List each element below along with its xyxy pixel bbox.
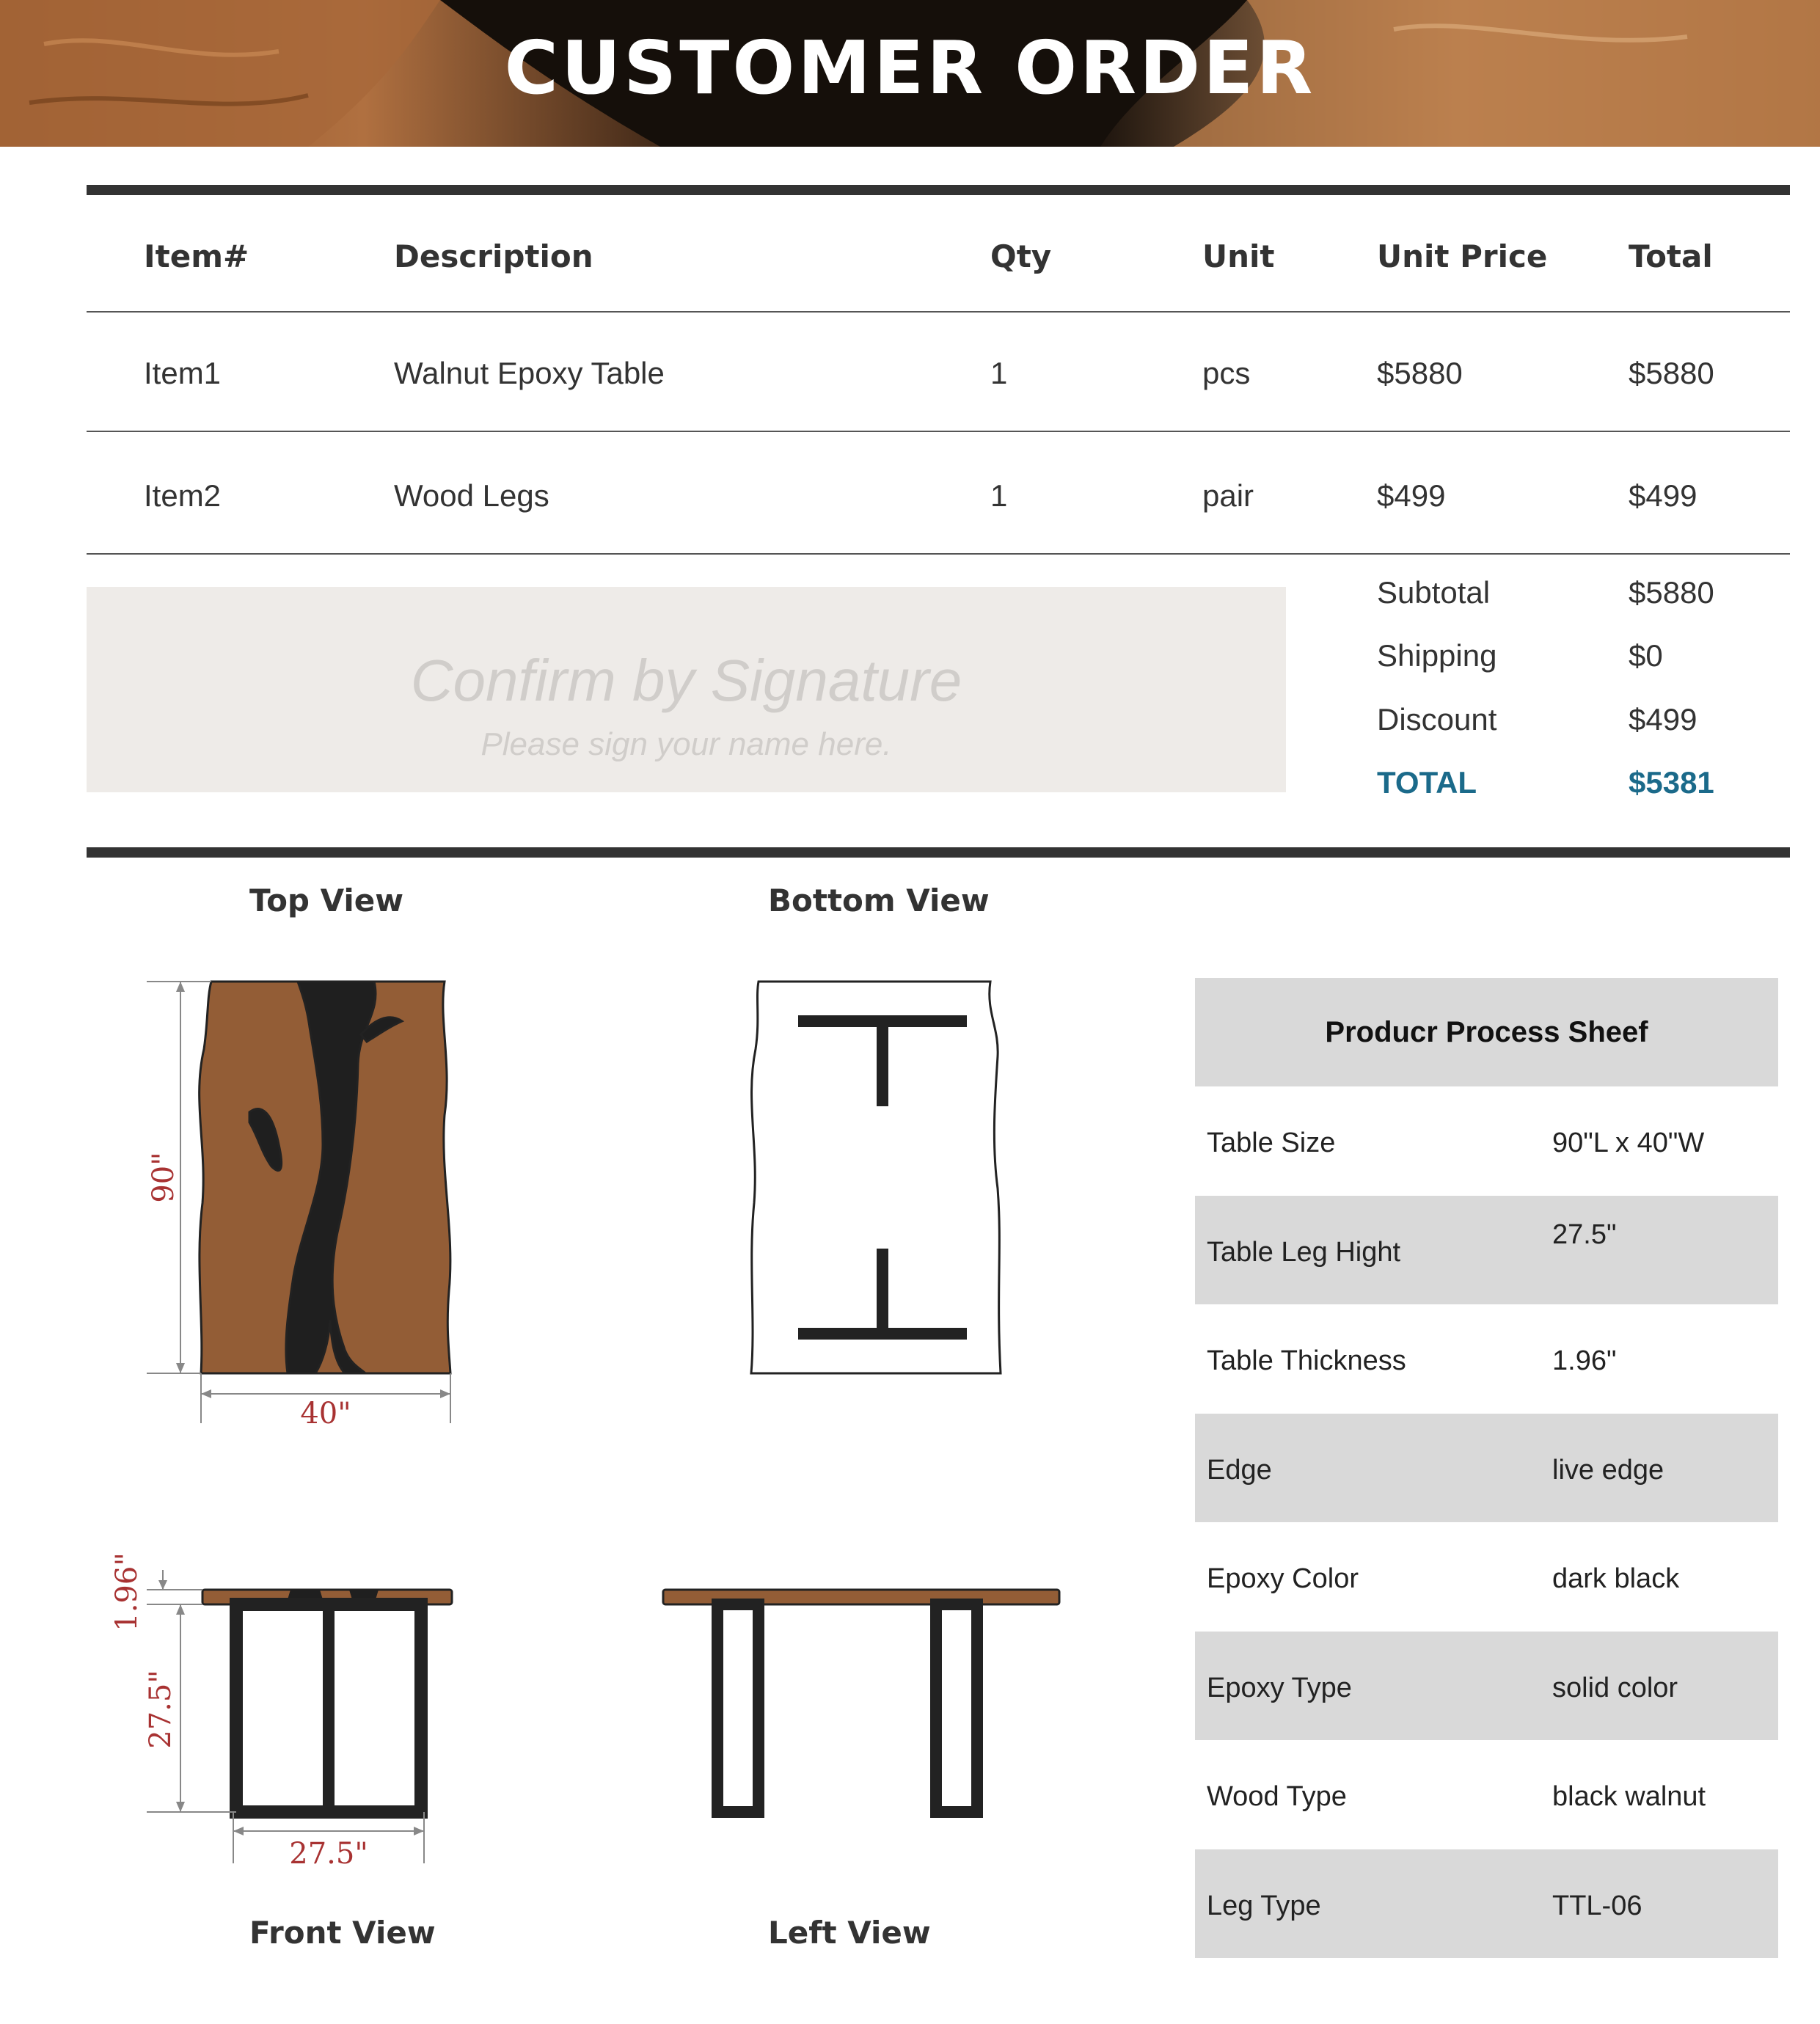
- shipping-value: $0: [1629, 638, 1663, 673]
- spec-row: [1195, 1632, 1778, 1740]
- cell-unit-price: $5880: [1377, 356, 1463, 390]
- spec-label: Table Size: [1207, 1128, 1336, 1158]
- col-header-item: Item#: [144, 238, 249, 274]
- shipping-label: Shipping: [1377, 638, 1497, 673]
- col-header-description: Description: [394, 238, 593, 274]
- col-header-unit: Unit: [1202, 238, 1275, 274]
- spec-row: [1195, 1740, 1778, 1849]
- signature-placeholder: Please sign your name here.: [480, 726, 892, 762]
- subtotal-value: $5880: [1629, 575, 1714, 610]
- front-view-title: Front View: [249, 1915, 436, 1951]
- page-title: CUSTOMER ORDER: [504, 25, 1316, 111]
- cell-description: Wood Legs: [394, 478, 549, 513]
- cell-qty: 1: [990, 478, 1008, 513]
- spec-row: [1195, 1849, 1778, 1958]
- left-view-drawing: [663, 1590, 1059, 1812]
- spec-sheet-title: Producr Process Sheef: [1195, 978, 1778, 1086]
- top-view-title: Top View: [249, 883, 404, 918]
- spec-value: dark black: [1552, 1563, 1680, 1594]
- spec-row: [1195, 1196, 1778, 1304]
- spec-label: Table Leg Hight: [1207, 1237, 1401, 1268]
- top-length-label: 90": [147, 1152, 180, 1203]
- cell-item: Item2: [144, 478, 222, 513]
- spec-row: [1195, 1086, 1778, 1195]
- spec-row: [1195, 1414, 1778, 1522]
- spec-label: Epoxy Color: [1207, 1563, 1359, 1594]
- subtotal-label: Subtotal: [1377, 575, 1491, 610]
- spec-value: 90"L x 40"W: [1552, 1128, 1705, 1158]
- top-view-drawing: [147, 982, 450, 1431]
- col-header-total: Total: [1629, 238, 1713, 274]
- col-header-unit-price: Unit Price: [1377, 238, 1548, 274]
- cell-total: $499: [1629, 478, 1697, 513]
- leg-height-label: 27.5": [144, 1670, 178, 1749]
- spec-value: 27.5": [1552, 1219, 1617, 1250]
- spec-label: Edge: [1207, 1455, 1272, 1486]
- discount-value: $499: [1629, 702, 1697, 737]
- discount-label: Discount: [1377, 702, 1497, 737]
- col-header-qty: Qty: [990, 238, 1052, 274]
- spec-row: [1195, 1522, 1778, 1631]
- cell-unit: pcs: [1202, 356, 1251, 390]
- cell-unit: pair: [1202, 478, 1254, 513]
- cell-qty: 1: [990, 356, 1008, 390]
- spec-value: TTL-06: [1552, 1890, 1642, 1921]
- front-view-drawing: [110, 1552, 452, 1871]
- cell-description: Walnut Epoxy Table: [394, 356, 665, 390]
- thickness-label: 1.96": [110, 1552, 144, 1632]
- spec-label: Table Thickness: [1207, 1345, 1406, 1376]
- left-view-title: Left View: [768, 1915, 931, 1951]
- spec-label: Leg Type: [1207, 1890, 1321, 1921]
- spec-value: solid color: [1552, 1673, 1678, 1703]
- leg-width-label: 27.5": [289, 1837, 368, 1871]
- spec-value: live edge: [1552, 1455, 1664, 1486]
- spec-value: 1.96": [1552, 1345, 1617, 1376]
- spec-row: [1195, 1304, 1778, 1413]
- cell-total: $5880: [1629, 356, 1714, 390]
- cell-item: Item1: [144, 356, 222, 390]
- spec-value: black walnut: [1552, 1781, 1706, 1812]
- top-width-label: 40": [300, 1397, 351, 1431]
- total-label: TOTAL: [1377, 765, 1477, 800]
- signature-title: Confirm by Signature: [410, 648, 962, 713]
- bottom-view-drawing: [751, 982, 1001, 1373]
- total-value: $5381: [1629, 765, 1714, 800]
- cell-unit-price: $499: [1377, 478, 1446, 513]
- spec-label: Epoxy Type: [1207, 1673, 1352, 1703]
- bottom-view-title: Bottom View: [768, 883, 990, 918]
- spec-label: Wood Type: [1207, 1781, 1347, 1812]
